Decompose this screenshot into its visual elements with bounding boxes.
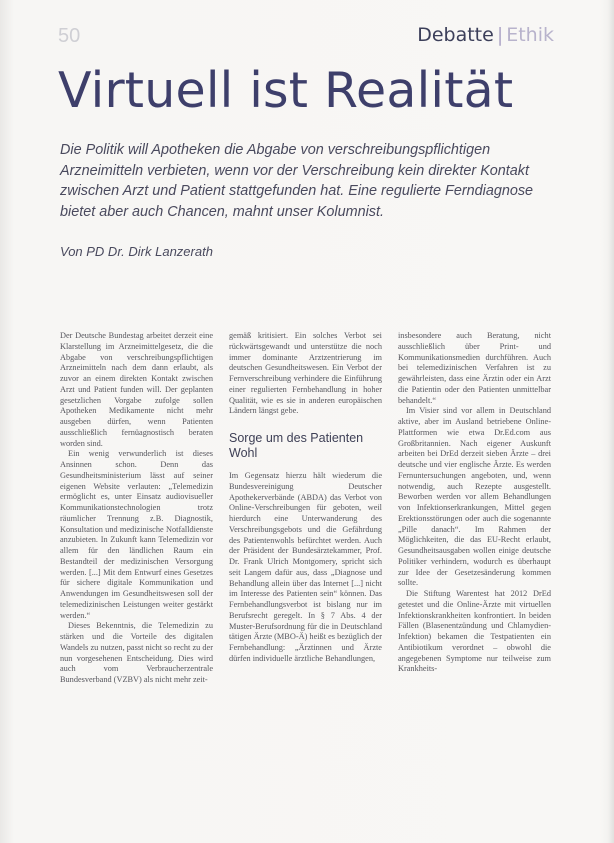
- body-paragraph: Ein wenig verwunderlich ist dieses Ansinnen schon. Denn das Gesundheitsministerium lässt auf seiner eigenen Website verlauten: „Telemedizin ermöglicht es, unter Einsatz audiovisueller Kommunikationstechnologien trotz räumlicher Trennung z.B. Diagnostik, Konsultation und medizinische Notfalldienste anzubieten. In Zukunft kann Telemedizin vor allem für den ländlichen Raum ein Bestandteil der medizinischen Versorgung werden. [...] Mit dem Entwurf eines Gesetzes für sichere digitale Kommunikation und Anwendungen im Gesundheitswesen soll der telemedizinischen Leistungen weiter gestärkt werden.“: [60, 449, 213, 620]
- section-divider: |: [496, 24, 504, 46]
- page-edge-shadow: [608, 0, 614, 843]
- text-column-2: [229, 331, 382, 665]
- section-main: Debatte: [417, 24, 494, 46]
- body-paragraph: Im Visier sind vor allem in Deutschland aktive, aber im Ausland betriebene Online-Plattformen wie etwa Dr.Ed.com aus Großbritannien. Nach eigener Auskunft arbeiten bei DrEd derzeit sieben Ärzte – drei deutsche und vier englische Ärzte. Es werden Fernuntersuchungen angeboten, und, wenn notwendig, auch Rezepte ausgestellt. Beworben werden vor allem Behandlungen von Infektionserkrankungen, Mittel gegen Erektionsstörungen oder auch die sogenannte „Pille danach“. Im Rahmen der Möglichkeiten, die das EU-Recht erlaubt, Gesundheitsausgaben wollen einige deutsche Politiker verhindern, wodurch es überhaupt zur Idee der Gesetzesänderung kommen sollte.: [398, 406, 551, 588]
- text-column-1: [60, 331, 213, 686]
- body-paragraph: Dieses Bekenntnis, die Telemedizin zu stärken und die Vorteile des digitalen Wandels zu nutzen, passt nicht so recht zu der nun vorgesehenen Entscheidung. Dies wird auch vom Verbraucherzentrale Bundesverband (VZBV) als nicht mehr zeit-: [60, 621, 213, 684]
- section-sub: Ethik: [506, 24, 554, 46]
- body-paragraph: Der Deutsche Bundestag arbeitet derzeit eine Klarstellung im Arzneimittelgesetz, die die Abgabe von verschreibungspflichtigen Arzneimitteln nach dem dann erlaubt, als zuvor an einem direkten Kontakt zwischen Arzt und Patient funden will. Der geplanten gesetzlichen Vorgabe zufolge sollen Apotheken Medikamente nicht mehr ausgeben dürfen, wenn Patienten ausschließlich fernüagnostisch beraten worden sind.: [60, 331, 213, 448]
- article-teaser: Die Politik will Apotheken die Abgabe von verschreibungspflichtigen Arzneimitteln verbieten, wenn vor der Verschreibung kein direkter Kontakt zwischen Arzt und Patient stattgefunden hat. Eine regulierte Ferndiagnose bietet aber auch Chancen, mahnt unser Kolumnist.: [60, 142, 534, 220]
- body-paragraph: Die Stiftung Warentest hat 2012 DrEd getestet und die Online-Ärzte mit virtuellen Infektionskrankheiten konfrontiert. In beiden Fällen (Blasenentzündung und Chlamydien-Infektion) bekamen die Testpatienten ein Antibiotikum verordnet – obwohl die angegebenen Symptome nur teilweise zum Krankheits-: [398, 589, 551, 674]
- article-byline: Von PD Dr. Dirk Lanzerath: [60, 244, 213, 259]
- text-column-3: [398, 331, 551, 675]
- page-number: 50: [58, 25, 81, 47]
- body-paragraph: insbesondere auch Beratung, nicht ausschließlich über Print- und Kommunikationsmedien durchführen. Auch bei telemedizinischen Verfahren ist zu gewährleisten, dass eine Ärztin oder ein Arzt die Patientin oder den Patienten unmittelbar behandelt.“: [398, 331, 551, 405]
- section-tag: [417, 24, 554, 46]
- body-paragraph: Im Gegensatz hierzu hält wiederum die Bundesvereinigung Deutscher Apothekerverbände (ABDA) das Verbot von Online-Verschreibungen für geboten, weil hierdurch eine Unterwanderung des Verschreibungsgebots und die Gefährdung des Patientenwohls befürchtet werden. Auch der Präsident der Bundesärztekammer, Prof. Dr. Frank Ulrich Montgomery, spricht sich seit Langem dafür aus, dass „Diagnose und Behandlung allein über das Internet [...] nicht im Interesse des Patienten sein“ können. Das Fernbehandlungsverbot ist bislang nur im Berufsrecht geregelt. In § 7 Abs. 4 der Muster-Berufsordnung für die in Deutschland tätigen Ärzte (MBO-Ä) heißt es bezüglich der Fernbehandlung: „Ärztinnen und Ärzte dürfen individuelle ärztliche Behandlungen,: [229, 471, 382, 663]
- body-paragraph: gemäß kritisiert. Ein solches Verbot sei rückwärtsgewandt und unterstütze die noch immer dominante Arztzentrierung im deutschen Gesundheitswesen. Ein Verbot der Fernverschreibung verhindere die Einführung einer regulierten Fernbehandlung in hoher Qualität, wie es sie in anderen europäischen Ländern längst gebe.: [229, 331, 382, 416]
- article-subheading: Sorge um des Patienten Wohl: [229, 431, 364, 460]
- article-headline: Virtuell ist Realität: [58, 62, 514, 119]
